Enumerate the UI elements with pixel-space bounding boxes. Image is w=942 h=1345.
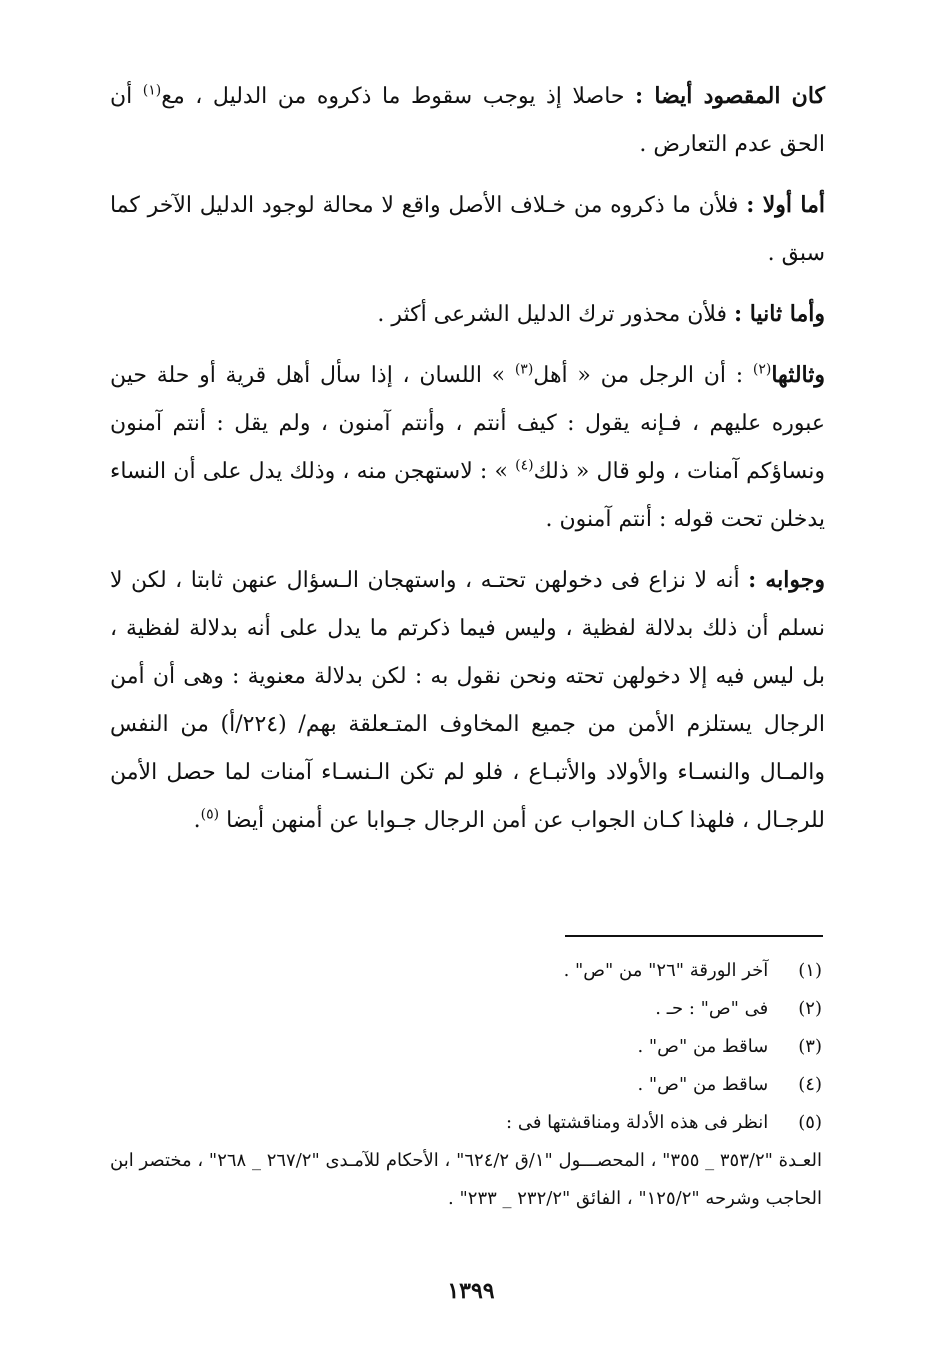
paragraph-text: أن الحق عدم التعارض . [110, 84, 825, 157]
paragraph-heading: كان المقصود أيضا : [635, 83, 825, 109]
paragraph-2 [110, 181, 825, 278]
paragraph-text: . [193, 808, 201, 833]
paragraph-text: حاصلا إذ يوجب سقوط ما ذكروه من الدليل ، مع [161, 84, 636, 109]
footnote-number: (٥) [798, 1112, 822, 1133]
paragraph-text: » : لاستهجن منه ، وذلك يدل على أن النساء يدخلن تحت قوله : أنتم آمنون . [110, 459, 825, 532]
footnote-text: ساقط من "ص" . [637, 1074, 769, 1095]
footnote-item [110, 952, 822, 990]
paragraph-1 [110, 72, 825, 169]
paragraph-text: أنه لا نزاع فى دخولهن تحتـه ، واستهجان الـسؤال عنهن ثابتا ، لكن لا نسلم أن ذلك بدلالة لفظية ، وليس فيما ذكرتم ما يدل على أنه بدلالة لفظية ، بل ليس فيه إلا دخولهن تحته ونحن نقول به : لكن بدلالة معنوية : وهى أن أمن الرجال يستلزم الأمن من جميع المخاوف المتـعلقة بهم/ (٢٢٤/أ) من النفس والمـال والنسـاء والأولاد والأتبـاع ، فلو لم تكن الـنسـاء آمنات لما حصل الأمن للرجـال ، فلهذا كـان الجواب عن أمن الرجال جـوابا عن أمنهن أيضا [110, 568, 825, 833]
page-number: ١٣٩٩ [447, 1278, 495, 1304]
paragraph-4 [110, 351, 825, 544]
footnotes [110, 952, 822, 1218]
footnote-text: آخر الورقة "٢٦" من "ص" . [563, 960, 769, 981]
footnote-item [110, 1066, 822, 1104]
paragraph-text: : أن الرجل من « أهل [533, 363, 753, 388]
footnote-item [110, 1104, 822, 1142]
paragraph-text: فلأن ما ذكروه من خـلاف الأصل واقع لا محالة لوجود الدليل الآخر كما سبق . [110, 193, 825, 266]
paragraph-heading: أما أولا : [746, 192, 826, 218]
footnote-number: (٣) [798, 1036, 822, 1057]
footnote-separator [565, 935, 823, 937]
paragraph-heading: وثالثها [771, 362, 825, 388]
footnote-ref: (٣) [514, 361, 534, 378]
footnote-number: (٢) [798, 998, 822, 1019]
paragraph-text: » اللسان ، إذا سأل أهل قرية أو حلة حين عبوره عليهم ، فـإنه يقول : كيف أنتم ، وأنتم آمنون ، ولم يقل : أنتم آمنون ونساؤكم آمنات ، ولو قال « ذلك [110, 363, 825, 484]
paragraph-5 [110, 556, 825, 845]
footnote-ref: (٤) [515, 457, 534, 474]
footnote-text: فى "ص" : حـ . [655, 998, 769, 1019]
footnote-text: انظر فى هذه الأدلة ومناقشتها فى : [506, 1112, 769, 1133]
paragraph-heading: وأما ثانيا : [734, 301, 825, 327]
footnote-item [110, 1028, 822, 1066]
footnote-item [110, 990, 822, 1028]
footnote-text: ساقط من "ص" . [637, 1036, 769, 1057]
footnote-continuation: العـدة "٣٥٣/٢ _ ٣٥٥" ، المحصـــول "١/ق ٦٢٤/٢" ، الأحكام للآمـدى "٢٦٧/٢ _ ٢٦٨" ، مختصر ابن الحاجب وشرحه "١٢٥/٢" ، الفائق "٢٣٢/٢ _ ٢٣٣" . [110, 1150, 822, 1209]
paragraph-text: فلأن محذور ترك الدليل الشرعى أكثر . [377, 302, 735, 327]
footnote-ref: (٢) [752, 361, 772, 378]
paragraph-heading: وجوابه : [748, 567, 825, 593]
footnote-number: (٤) [798, 1074, 822, 1095]
footnote-ref: (١) [142, 82, 162, 99]
main-text [110, 72, 825, 857]
footnote-number: (١) [798, 960, 822, 981]
paragraph-3 [110, 290, 825, 339]
footnote-ref: (٥) [200, 806, 220, 823]
